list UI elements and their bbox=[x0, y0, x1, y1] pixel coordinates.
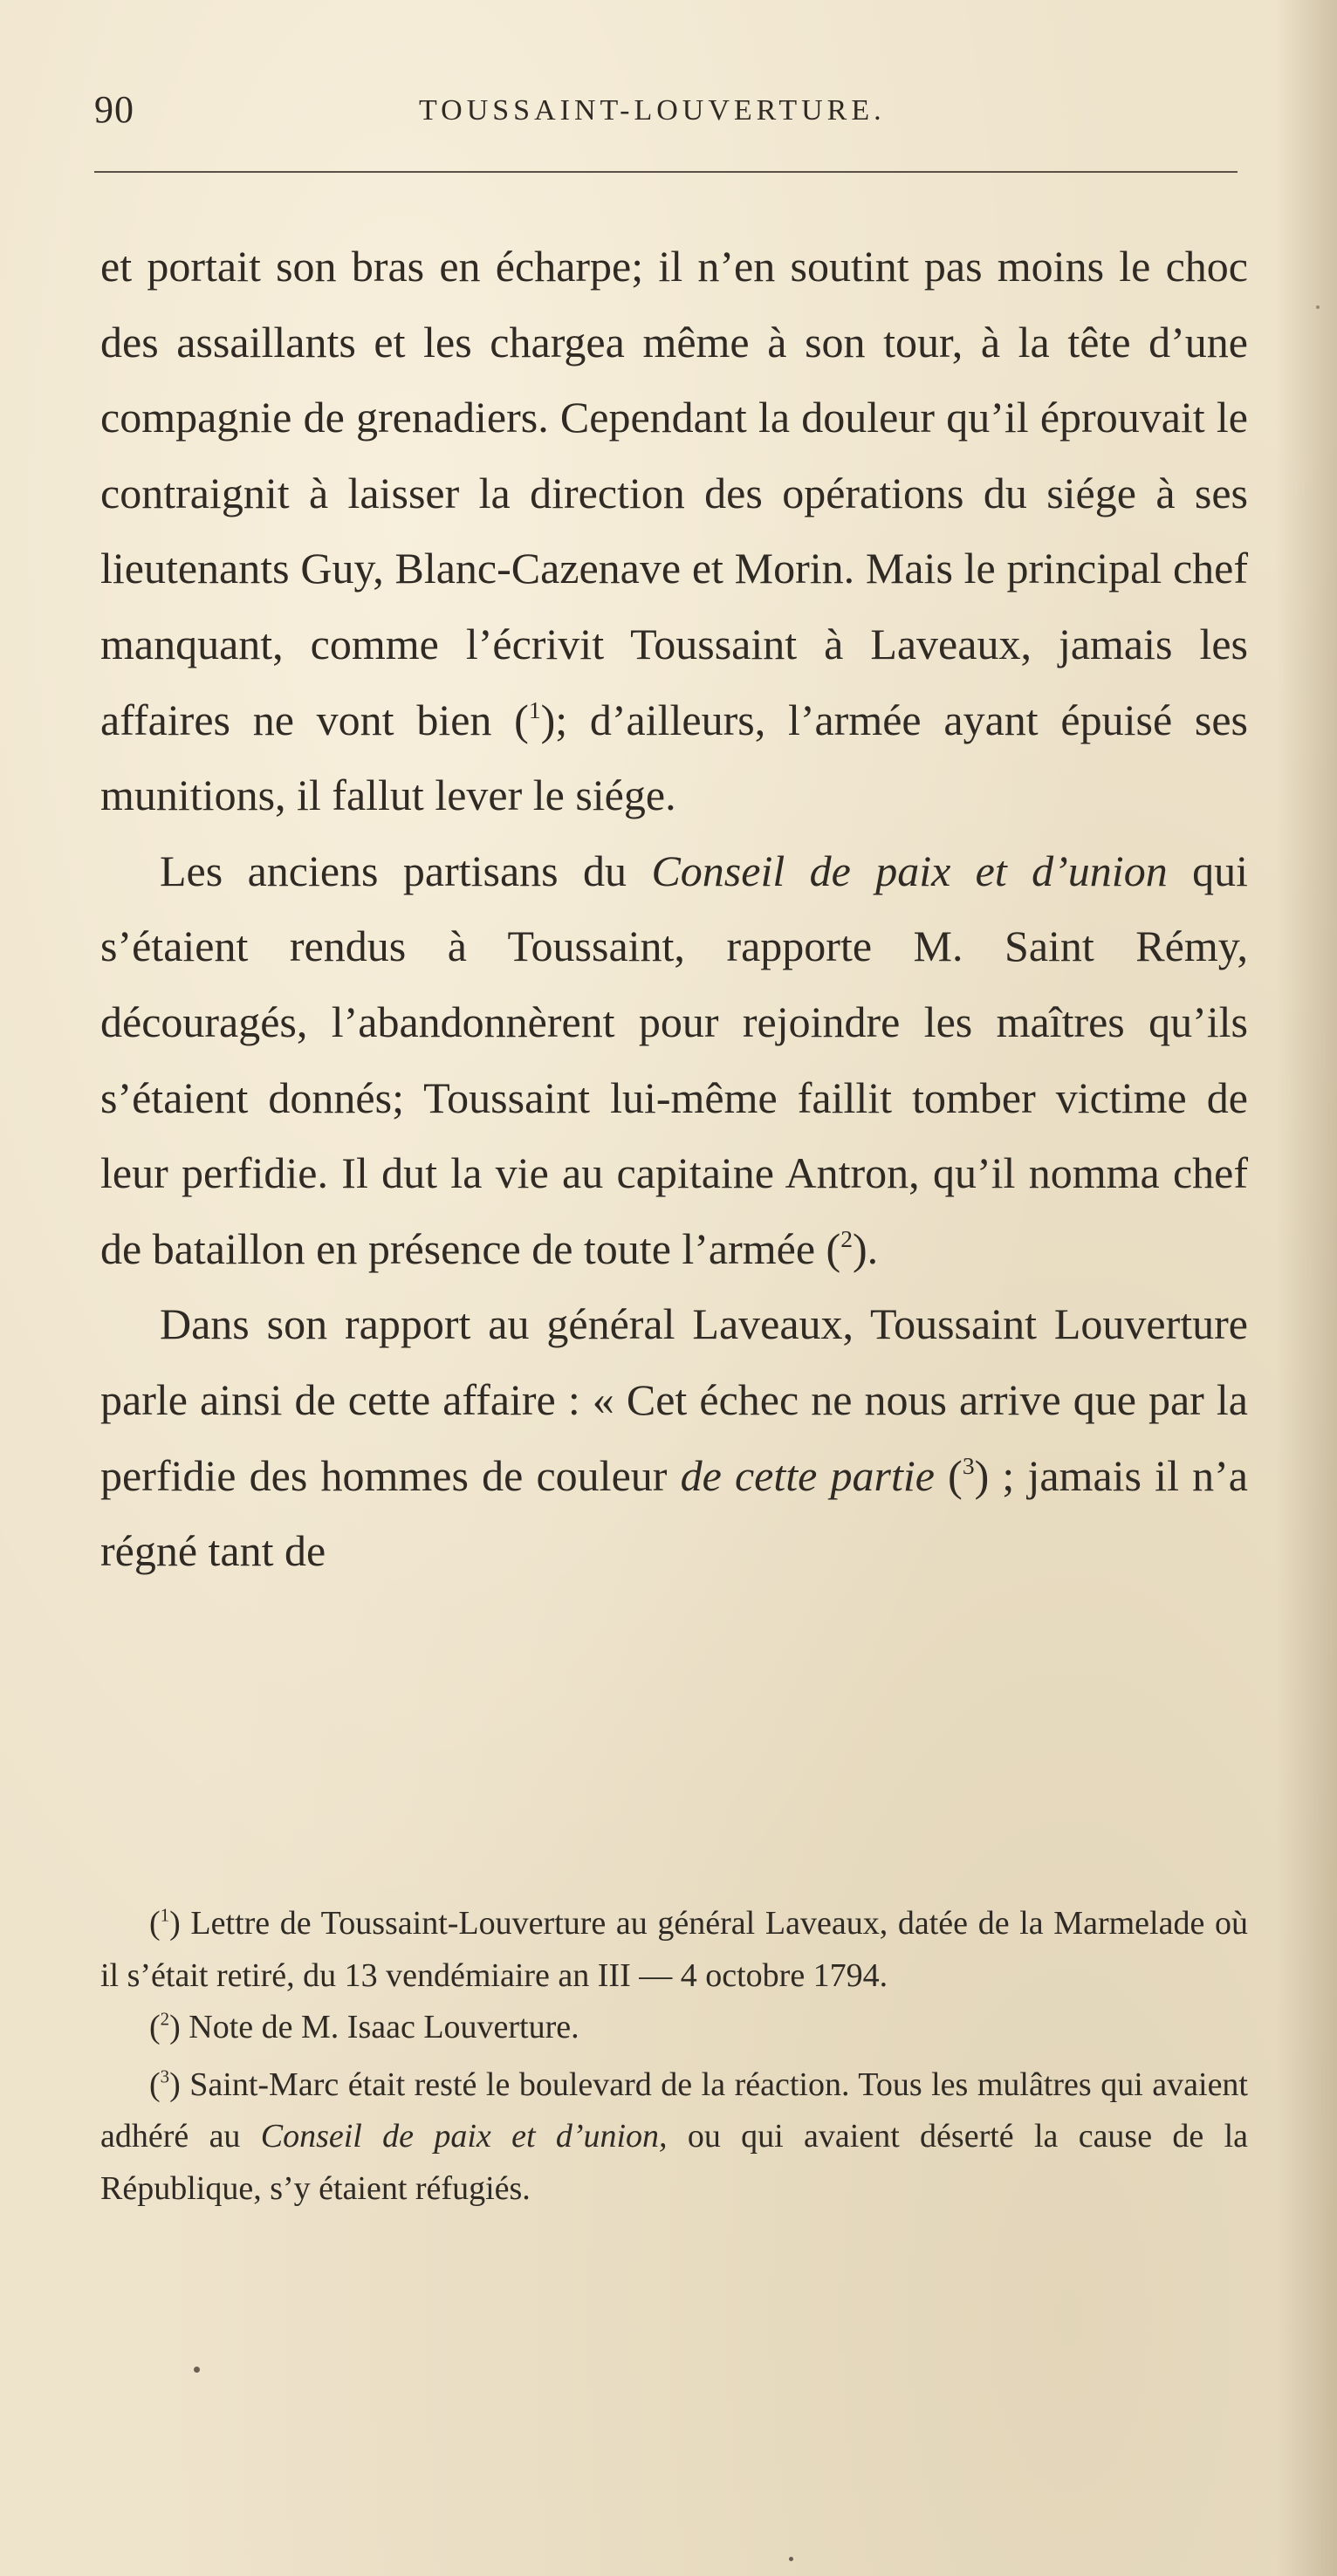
page-number: 90 bbox=[94, 88, 134, 131]
footnotes bbox=[100, 1898, 1248, 2215]
italic-phrase: de cette partie bbox=[680, 1450, 935, 1500]
running-title: TOUSSAINT-LOUVERTURE. bbox=[419, 94, 886, 127]
paragraph-2: Les anciens partisans du Conseil de paix et d’union qui s’étaient rendus à Toussaint, rapporte M. Saint Rémy, découragés, l’abandonnèrent pour rejoindre les maîtres qu’ils s’étaient donnés; Toussaint lui-même faillit tomber victime de leur perfidie. Il dut la vie au capitaine Antron, qu’il nomma chef de bataillon en présence de toute l’armée ($^2$). bbox=[100, 846, 1248, 1273]
paragraph-3: Dans son rapport au général Laveaux, Toussaint Louverture parle ainsi de cette affaire : « Cet échec ne nous arrive que par la perfidie des hommes de couleur de cette partie ($^3$) ; jamais il n’a régné tant de bbox=[100, 1299, 1248, 1576]
header-rule bbox=[94, 171, 1238, 173]
paper-speck bbox=[789, 2557, 793, 2561]
paper-speck bbox=[194, 2367, 200, 2373]
footnote-2: ($^2$) Note de M. Isaac Louverture. bbox=[149, 2008, 579, 2045]
footnote-1: ($^1$) Lettre de Toussaint-Louverture au général Laveaux, datée de la Marmelade où il s’était retiré, du 13 vendémiaire an III — 4 octobre 1794. bbox=[100, 1904, 1248, 1994]
italic-title: Conseil de paix et d’union bbox=[651, 846, 1168, 895]
footnote-ref-3: 3 bbox=[962, 1451, 975, 1479]
main-text bbox=[100, 229, 1248, 1589]
footnote-italic-title: Conseil de paix et d’union, bbox=[260, 2118, 668, 2155]
paper-speck bbox=[1316, 305, 1320, 309]
paragraph-1: et portait son bras en écharpe; il n’en soutint pas moins le choc des assaillants et les chargea même à son tour, à la tête d’une compagnie de grenadiers. Cependant la douleur qu’il éprouvait le contraignit à laisser la direction des opérations du siége à ses lieutenants Guy, Blanc-Cazenave et Morin. Mais le principal chef manquant, comme l’écrivit Toussaint à Laveaux, jamais les affaires ne vont bien ($^1$); d’ailleurs, l’armée ayant épuisé ses munitions, il fallut lever le siége. bbox=[100, 242, 1249, 820]
footnote-3: ($^3$) Saint-Marc était resté le boulevard de la réaction. Tous les mulâtres qui avaient adhéré au Conseil de paix et d’union, ou qui avaient déserté la cause de la République, s’y étaient réfugiés. bbox=[100, 2065, 1248, 2207]
footnote-ref-1: 1 bbox=[528, 695, 541, 723]
footnote-ref-2: 2 bbox=[840, 1224, 853, 1252]
page-edge-shadow bbox=[1276, 0, 1337, 2576]
running-header bbox=[94, 87, 1246, 148]
